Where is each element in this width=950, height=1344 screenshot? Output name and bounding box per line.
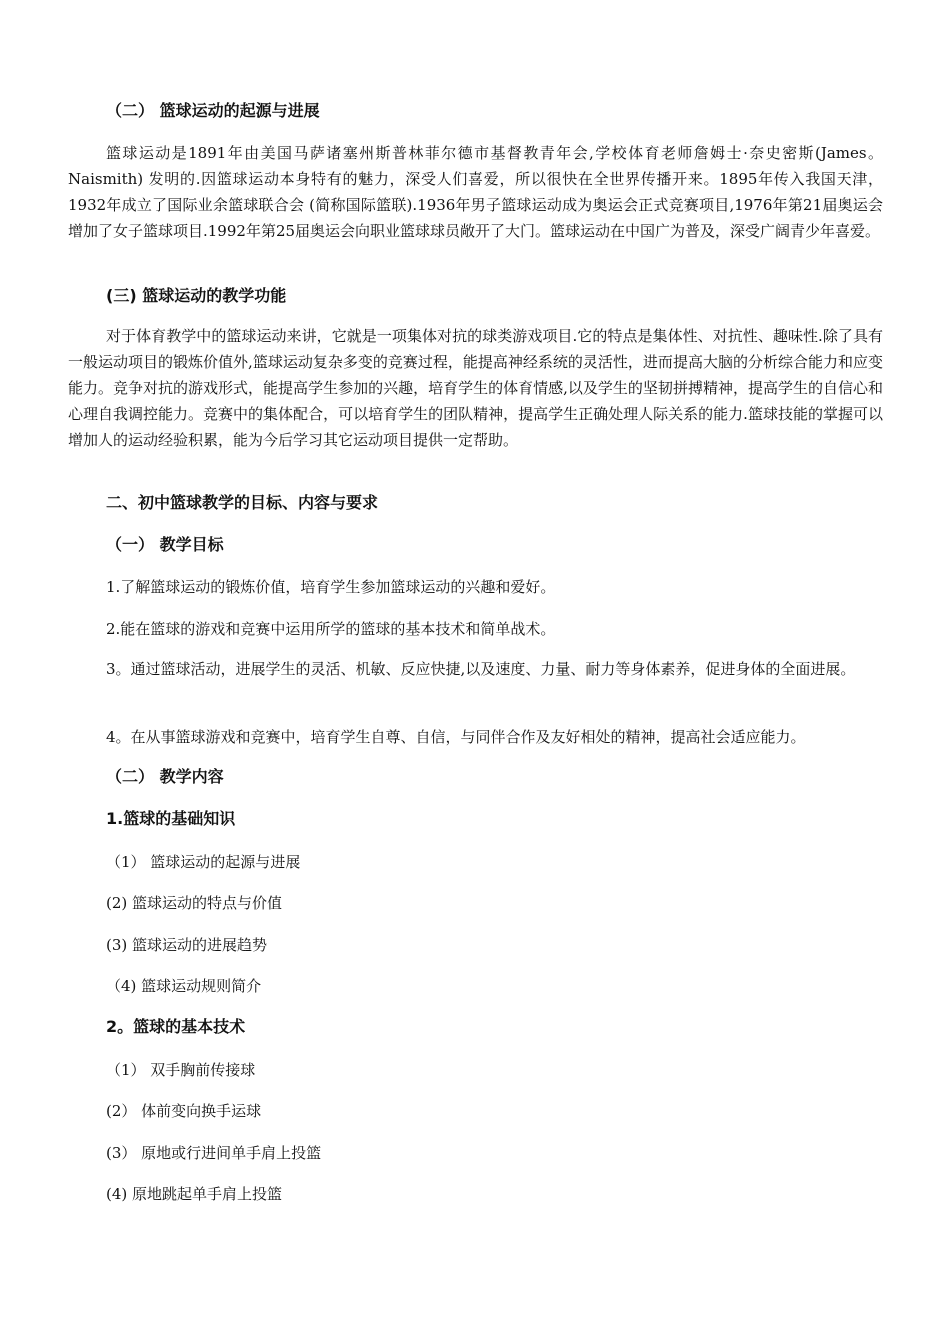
skills-item-1: （1） 双手胸前传接球 [106,1061,256,1079]
heading-teaching-function: (三) 篮球运动的教学功能 [106,286,287,305]
goal-item-4: 4。在从事篮球游戏和竞赛中，培育学生自尊、自信，与同伴合作及友好相处的精神，提高社会适应能力。 [106,728,806,746]
goal-item-1: 1.了解篮球运动的锻炼价值，培育学生参加篮球运动的兴趣和爱好。 [106,578,556,596]
basics-item-1: （1） 篮球运动的起源与进展 [106,853,301,871]
goal-item-3: 3。通过篮球活动，进展学生的灵活、机敏、反应快捷,以及速度、力量、耐力等身体素养，促进身体的全面进展。 [106,660,856,678]
paragraph-origin: 篮球运动是1891年由美国马萨诸塞州斯普林菲尔德市基督教青年会,学校体育老师詹姆士·奈史密斯(James。Naismith) 发明的.因篮球运动本身特有的魅力，深受人们喜爱，所以很快在全世界传播开来。1895年传入我国天津，1932年成立了国际业余篮球联合会 (简称国际篮联).1936年男子篮球运动成为奥运会正式竞赛项目,1976年第21届奥运会增加了女子篮球项目.1992年第25届奥运会向职业篮球球员敞开了大门。篮球运动在中国广为普及，深受广阔青少年喜爱。 [68,144,883,240]
skills-item-3: (3） 原地或行进间单手肩上投篮 [106,1144,322,1162]
heading-teaching-goals: （一） 教学目标 [106,535,224,554]
heading-teaching-content: （二） 教学内容 [106,767,224,786]
skills-item-4: (4) 原地跳起单手肩上投篮 [106,1185,283,1203]
heading-chapter-2: 二、初中篮球教学的目标、内容与要求 [106,493,379,512]
heading-basic-knowledge: 1.篮球的基础知识 [106,809,236,828]
heading-origin: （二） 篮球运动的起源与进展 [106,101,320,120]
goal-item-2: 2.能在篮球的游戏和竞赛中运用所学的篮球的基本技术和简单战术。 [106,620,556,638]
basics-item-3: (3) 篮球运动的进展趋势 [106,936,268,954]
skills-item-2: (2） 体前变向换手运球 [106,1102,262,1120]
heading-basic-skills: 2。篮球的基本技术 [106,1017,246,1036]
basics-item-4: （4) 篮球运动规则简介 [106,977,262,995]
basics-item-2: (2) 篮球运动的特点与价值 [106,894,283,912]
paragraph-teaching-function: 对于体育教学中的篮球运动来讲，它就是一项集体对抗的球类游戏项目.它的特点是集体性、对抗性、趣味性.除了具有一般运动项目的锻炼价值外,篮球运动复杂多变的竞赛过程，能提高神经系统的灵活性，进而提高大脑的分析综合能力和应变能力。竞争对抗的游戏形式，能提高学生参加的兴趣，培育学生的体育情感,以及学生的坚韧拼搏精神，提高学生的自信心和心理自我调控能力。竞赛中的集体配合，可以培育学生的团队精神，提高学生正确处理人际关系的能力.篮球技能的掌握可以增加人的运动经验积累，能为今后学习其它运动项目提供一定帮助。 [68,327,883,449]
